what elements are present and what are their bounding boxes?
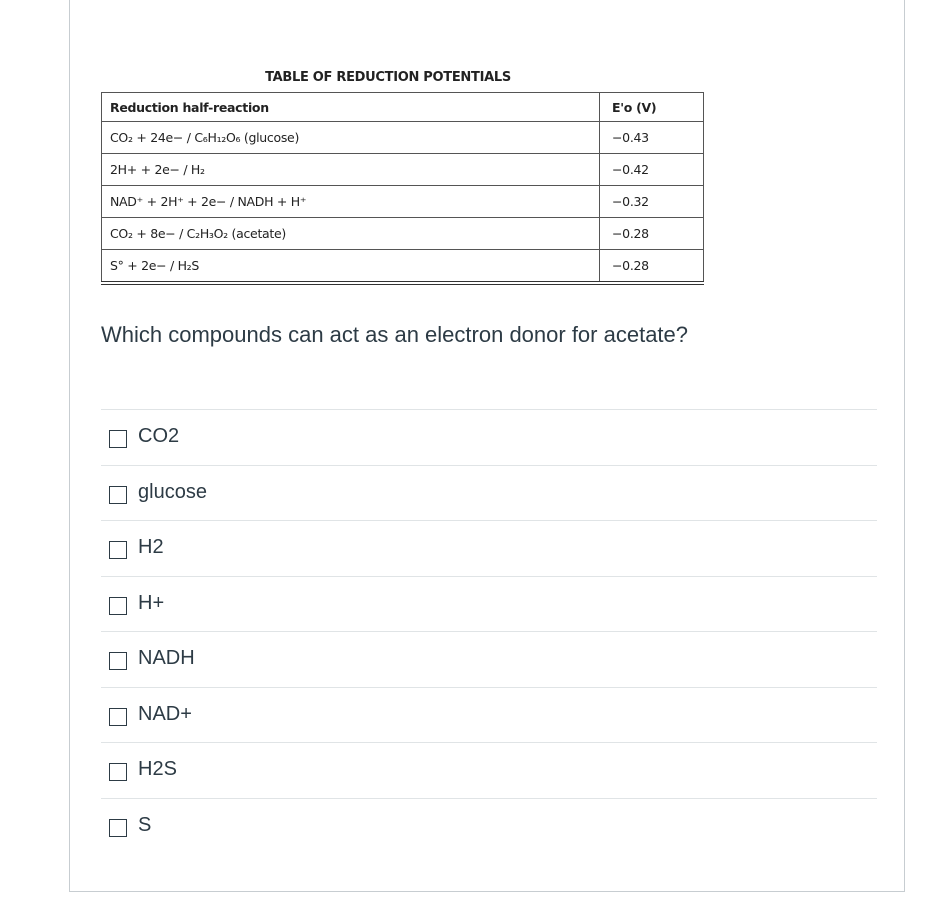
table-row (102, 218, 704, 250)
table-header-row (102, 93, 704, 122)
answer-label[interactable]: NAD+ (138, 702, 192, 725)
answer-option-h-plus[interactable] (101, 577, 877, 633)
reaction-cell: NAD⁺ + 2H⁺ + 2e− / NADH + H⁺ (102, 186, 600, 218)
answer-list (101, 409, 877, 854)
answer-option-nad-plus[interactable] (101, 688, 877, 744)
potential-cell: −0.43 (600, 122, 704, 154)
answer-option-nadh[interactable] (101, 632, 877, 688)
answer-label[interactable]: glucose (138, 480, 207, 503)
checkbox[interactable] (109, 652, 127, 670)
table-row (102, 186, 704, 218)
answer-option-glucose[interactable] (101, 466, 877, 522)
answer-label[interactable]: H2S (138, 758, 177, 780)
table-row (102, 250, 704, 284)
table-title: TABLE OF REDUCTION POTENTIALS (265, 70, 511, 85)
reaction-cell: CO₂ + 8e− / C₂H₃O₂ (acetate) (102, 218, 600, 250)
checkbox[interactable] (109, 486, 127, 504)
checkbox[interactable] (109, 763, 127, 781)
checkbox[interactable] (109, 708, 127, 726)
answer-option-h2[interactable] (101, 521, 877, 577)
answer-label[interactable]: NADH (138, 647, 195, 669)
checkbox[interactable] (109, 819, 127, 837)
answer-option-co2[interactable] (101, 410, 877, 466)
potential-cell: −0.28 (600, 218, 704, 250)
table-row (102, 154, 704, 186)
reaction-cell: 2H+ + 2e− / H₂ (102, 154, 600, 186)
reduction-potentials-table (101, 92, 704, 285)
checkbox[interactable] (109, 597, 127, 615)
answer-label[interactable]: CO2 (138, 425, 180, 447)
potential-cell: −0.42 (600, 154, 704, 186)
potential-cell: −0.28 (600, 250, 704, 284)
answer-label[interactable]: H+ (138, 591, 165, 614)
table-row (102, 122, 704, 154)
reaction-cell: CO₂ + 24e− / C₆H₁₂O₆ (glucose) (102, 122, 600, 154)
potential-cell: −0.32 (600, 186, 704, 218)
answer-option-h2s[interactable] (101, 743, 877, 799)
answer-label[interactable]: H2 (138, 536, 164, 558)
checkbox[interactable] (109, 430, 127, 448)
answer-label[interactable]: S (138, 813, 152, 836)
header-reaction: Reduction half-reaction (102, 93, 600, 122)
header-potential: E'o (V) (600, 93, 704, 122)
question-text: Which compounds can act as an electron donor for acetate? (101, 322, 689, 347)
answer-option-s[interactable] (101, 799, 877, 855)
checkbox[interactable] (109, 541, 127, 559)
reaction-cell: S° + 2e− / H₂S (102, 250, 600, 284)
reduction-potentials-table-figure (101, 68, 705, 285)
